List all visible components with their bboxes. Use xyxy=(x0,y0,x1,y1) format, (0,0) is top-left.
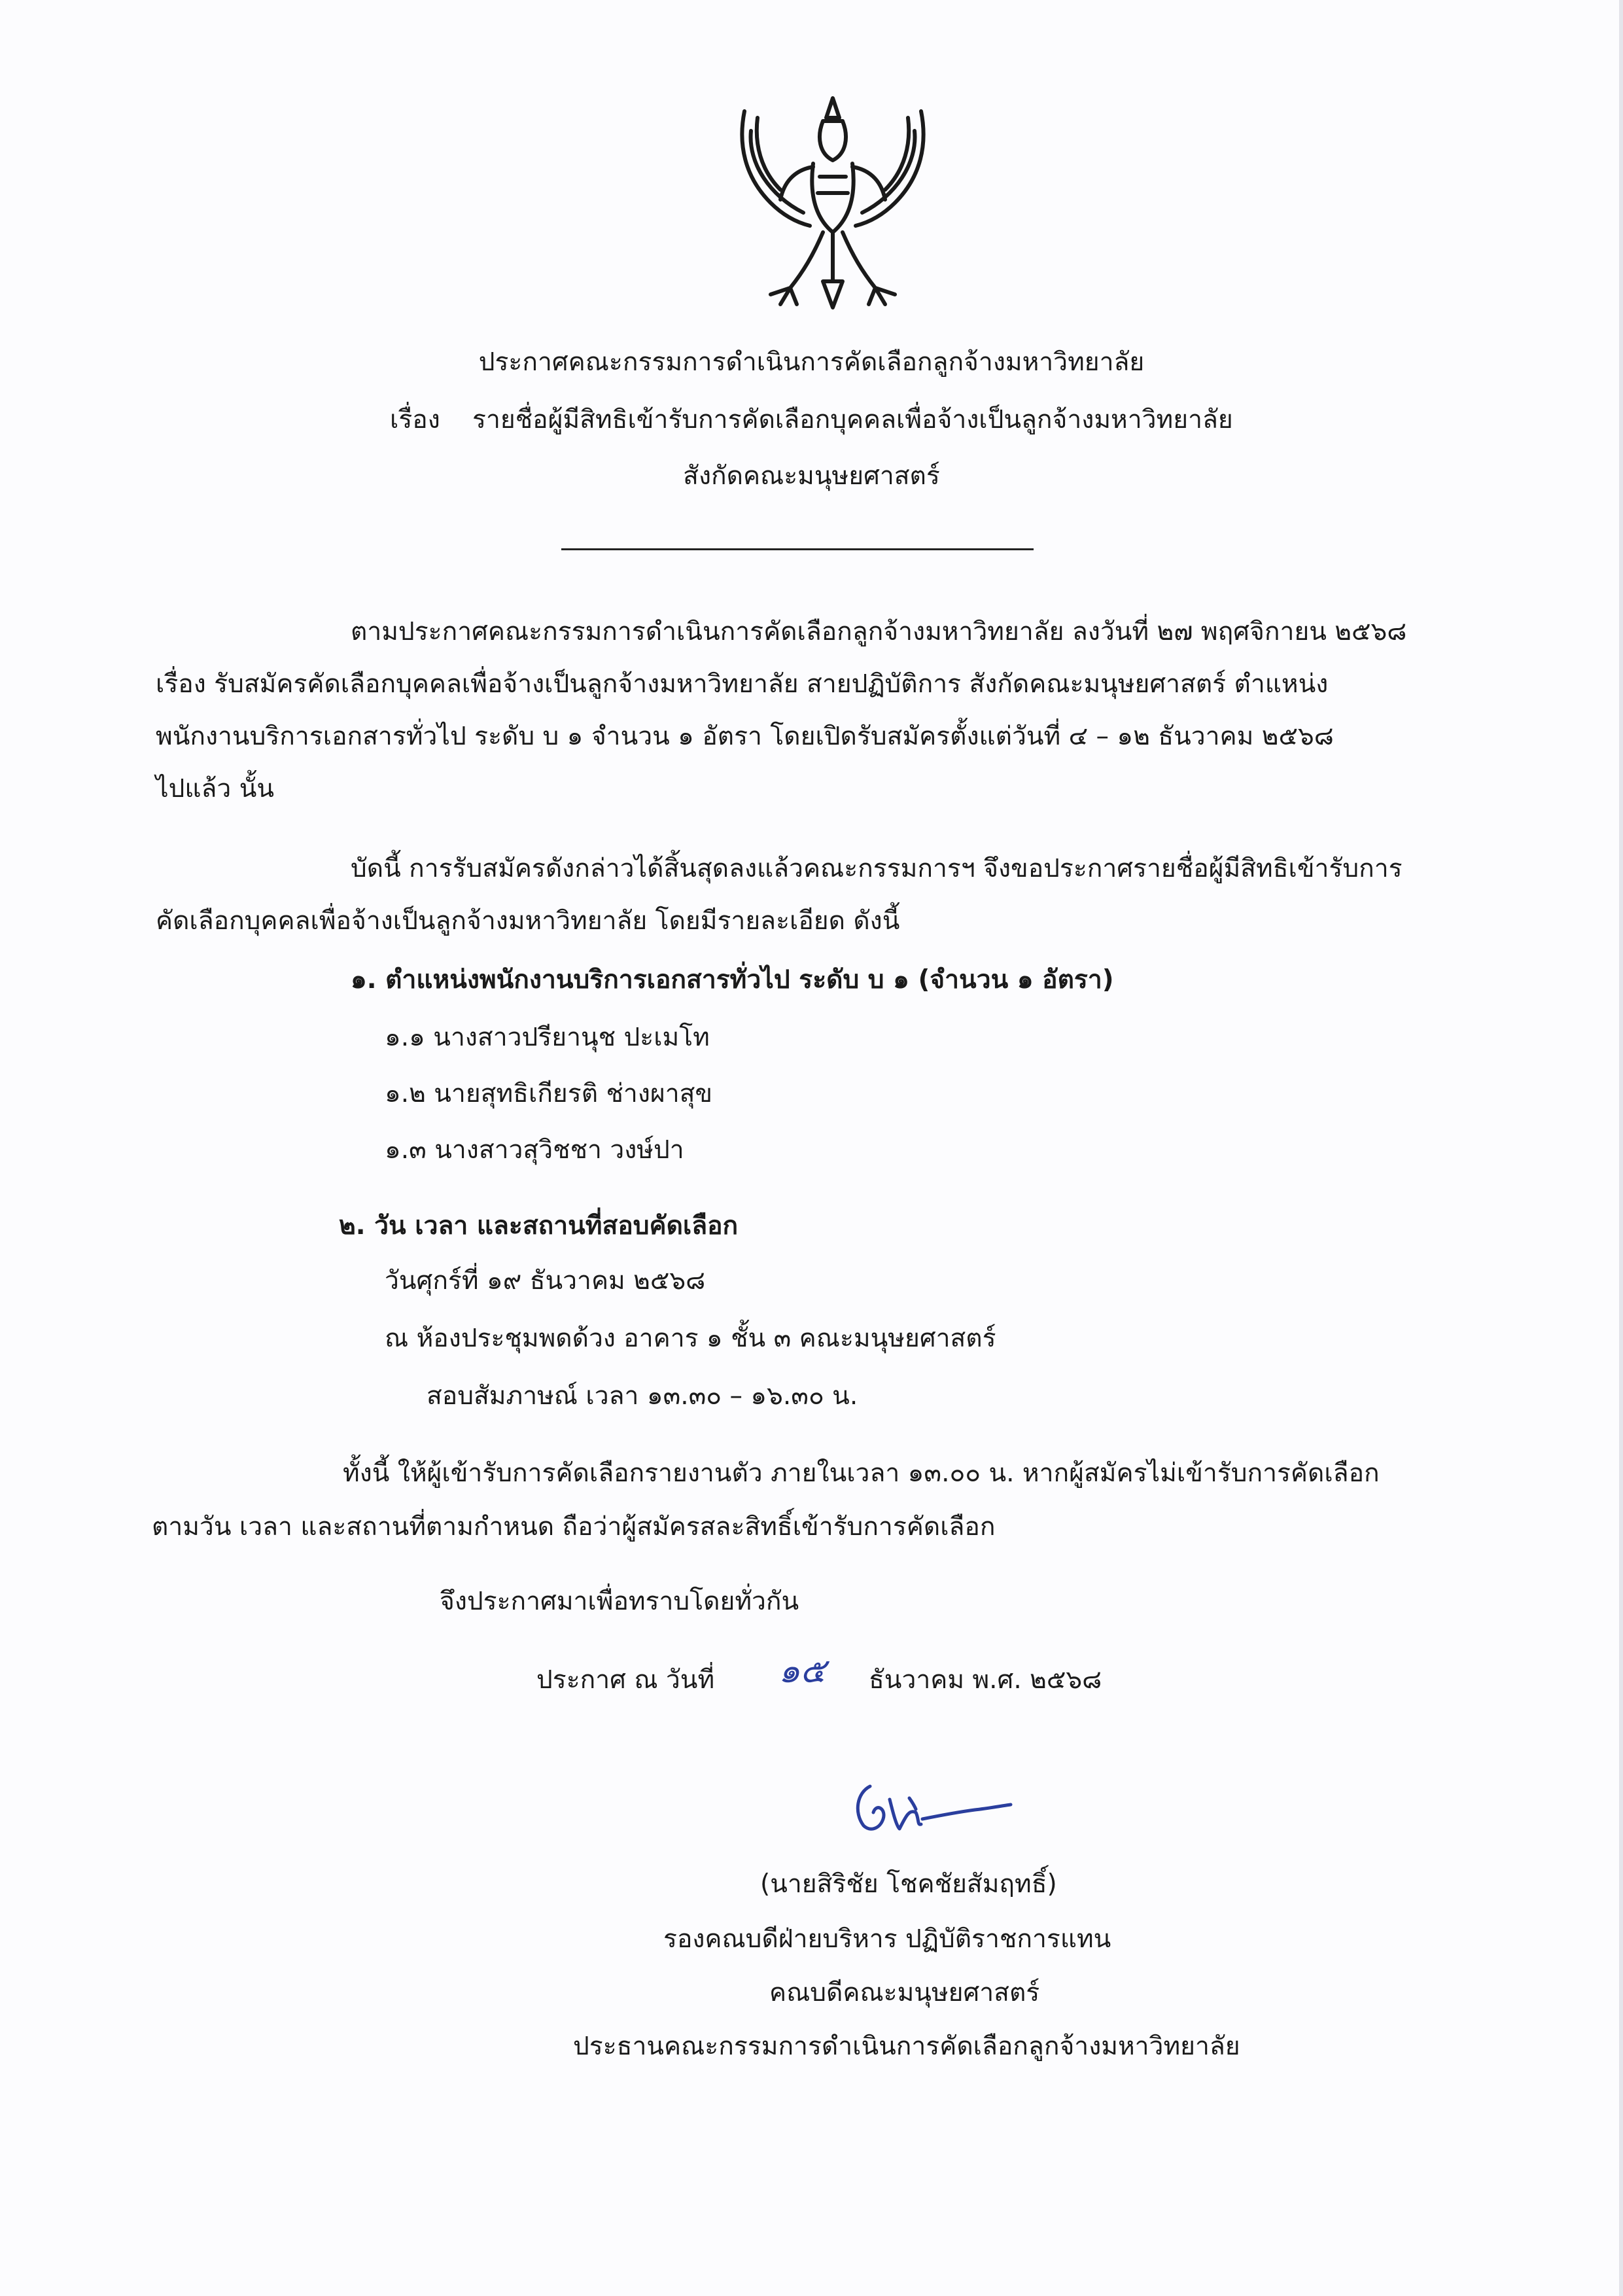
exam-date: วันศุกร์ที่ ๑๙ ธันวาคม ๒๕๖๘ xyxy=(385,1266,706,1296)
signatory-role-3: ประธานคณะกรรมการดำเนินการคัดเลือกลูกจ้างมหาวิทยาลัย xyxy=(573,2032,1240,2061)
note-line-2: ตามวัน เวลา และสถานที่ตามกำหนด ถือว่าผู้สมัครสละสิทธิ์เข้ารับการคัดเลือก xyxy=(152,1512,996,1542)
section-1-heading: ๑. ตำแหน่งพนักงานบริการเอกสารทั่วไป ระดับ บ ๑ (จำนวน ๑ อัตรา) xyxy=(351,965,1114,995)
subject-text: รายชื่อผู้มีสิทธิเข้ารับการคัดเลือกบุคคลเพื่อจ้างเป็นลูกจ้างมหาวิทยาลัย xyxy=(472,405,1233,434)
page-edge xyxy=(1619,0,1623,2296)
candidate-item: ๑.๑ นางสาวปรียานุช ปะเมโท xyxy=(385,1023,710,1052)
signatory-role-2: คณบดีคณะมนุษยศาสตร์ xyxy=(769,1978,1040,2007)
body-line-2: คัดเลือกบุคคลเพื่อจ้างเป็นลูกจ้างมหาวิทยาลัย โดยมีรายละเอียด ดังนี้ xyxy=(156,906,900,936)
header-divider xyxy=(561,548,1034,550)
announcement-title: ประกาศคณะกรรมการดำเนินการคัดเลือกลูกจ้างมหาวิทยาลัย xyxy=(478,347,1145,377)
announce-date-prefix: ประกาศ ณ วันที่ xyxy=(536,1665,715,1695)
subject-faculty: สังกัดคณะมนุษยศาสตร์ xyxy=(683,461,940,491)
subject-label: เรื่อง xyxy=(390,405,440,434)
exam-interview-time: สอบสัมภาษณ์ เวลา ๑๓.๓๐ – ๑๖.๓๐ น. xyxy=(427,1381,858,1411)
intro-line-3: พนักงานบริการเอกสารทั่วไป ระดับ บ ๑ จำนวน ๑ อัตรา โดยเปิดรับสมัครตั้งแต่วันที่ ๔ – ๑๒ ธันวาคม ๒๕๖๘ xyxy=(156,722,1334,751)
garuda-emblem-icon xyxy=(731,92,934,314)
intro-line-2: เรื่อง รับสมัครคัดเลือกบุคคลเพื่อจ้างเป็นลูกจ้างมหาวิทยาลัย สายปฏิบัติการ สังกัดคณะมนุษยศาสตร์ ตำแหน่ง xyxy=(156,669,1329,699)
candidate-item: ๑.๒ นายสุทธิเกียรติ ช่างผาสุข xyxy=(385,1079,713,1108)
announce-date-suffix: ธันวาคม พ.ศ. ๒๕๖๘ xyxy=(869,1665,1102,1695)
signatory-name: (นายสิริชัย โชคชัยสัมฤทธิ์) xyxy=(760,1869,1057,1899)
candidate-item: ๑.๓ นางสาวสุวิชชา วงษ์ปา xyxy=(385,1135,684,1165)
note-line-1: ทั้งนี้ ให้ผู้เข้ารับการคัดเลือกรายงานตัว ภายในเวลา ๑๓.๐๐ น. หากผู้สมัครไม่เข้ารับการคัดเลือก xyxy=(343,1458,1380,1488)
body-line-1: บัดนี้ การรับสมัครดังกล่าวได้สิ้นสุดลงแล้วคณะกรรมการฯ จึงขอประกาศรายชื่อผู้มีสิทธิเข้ารับการ xyxy=(351,854,1403,883)
intro-line-1: ตามประกาศคณะกรรมการดำเนินการคัดเลือกลูกจ้างมหาวิทยาลัย ลงวันที่ ๒๗ พฤศจิกายน ๒๕๖๘ xyxy=(351,617,1407,646)
section-2-heading: ๒. วัน เวลา และสถานที่สอบคัดเลือก xyxy=(339,1211,739,1241)
handwritten-signature xyxy=(844,1773,1014,1845)
signatory-role-1: รองคณบดีฝ่ายบริหาร ปฏิบัติราชการแทน xyxy=(663,1924,1111,1954)
intro-line-4: ไปแล้ว นั้น xyxy=(156,774,275,804)
closing-line: จึงประกาศมาเพื่อทราบโดยทั่วกัน xyxy=(440,1587,799,1616)
exam-place: ณ ห้องประชุมพดด้วง อาคาร ๑ ชั้น ๓ คณะมนุษยศาสตร์ xyxy=(385,1324,996,1353)
announce-date-day: ๑๕ xyxy=(778,1651,826,1691)
